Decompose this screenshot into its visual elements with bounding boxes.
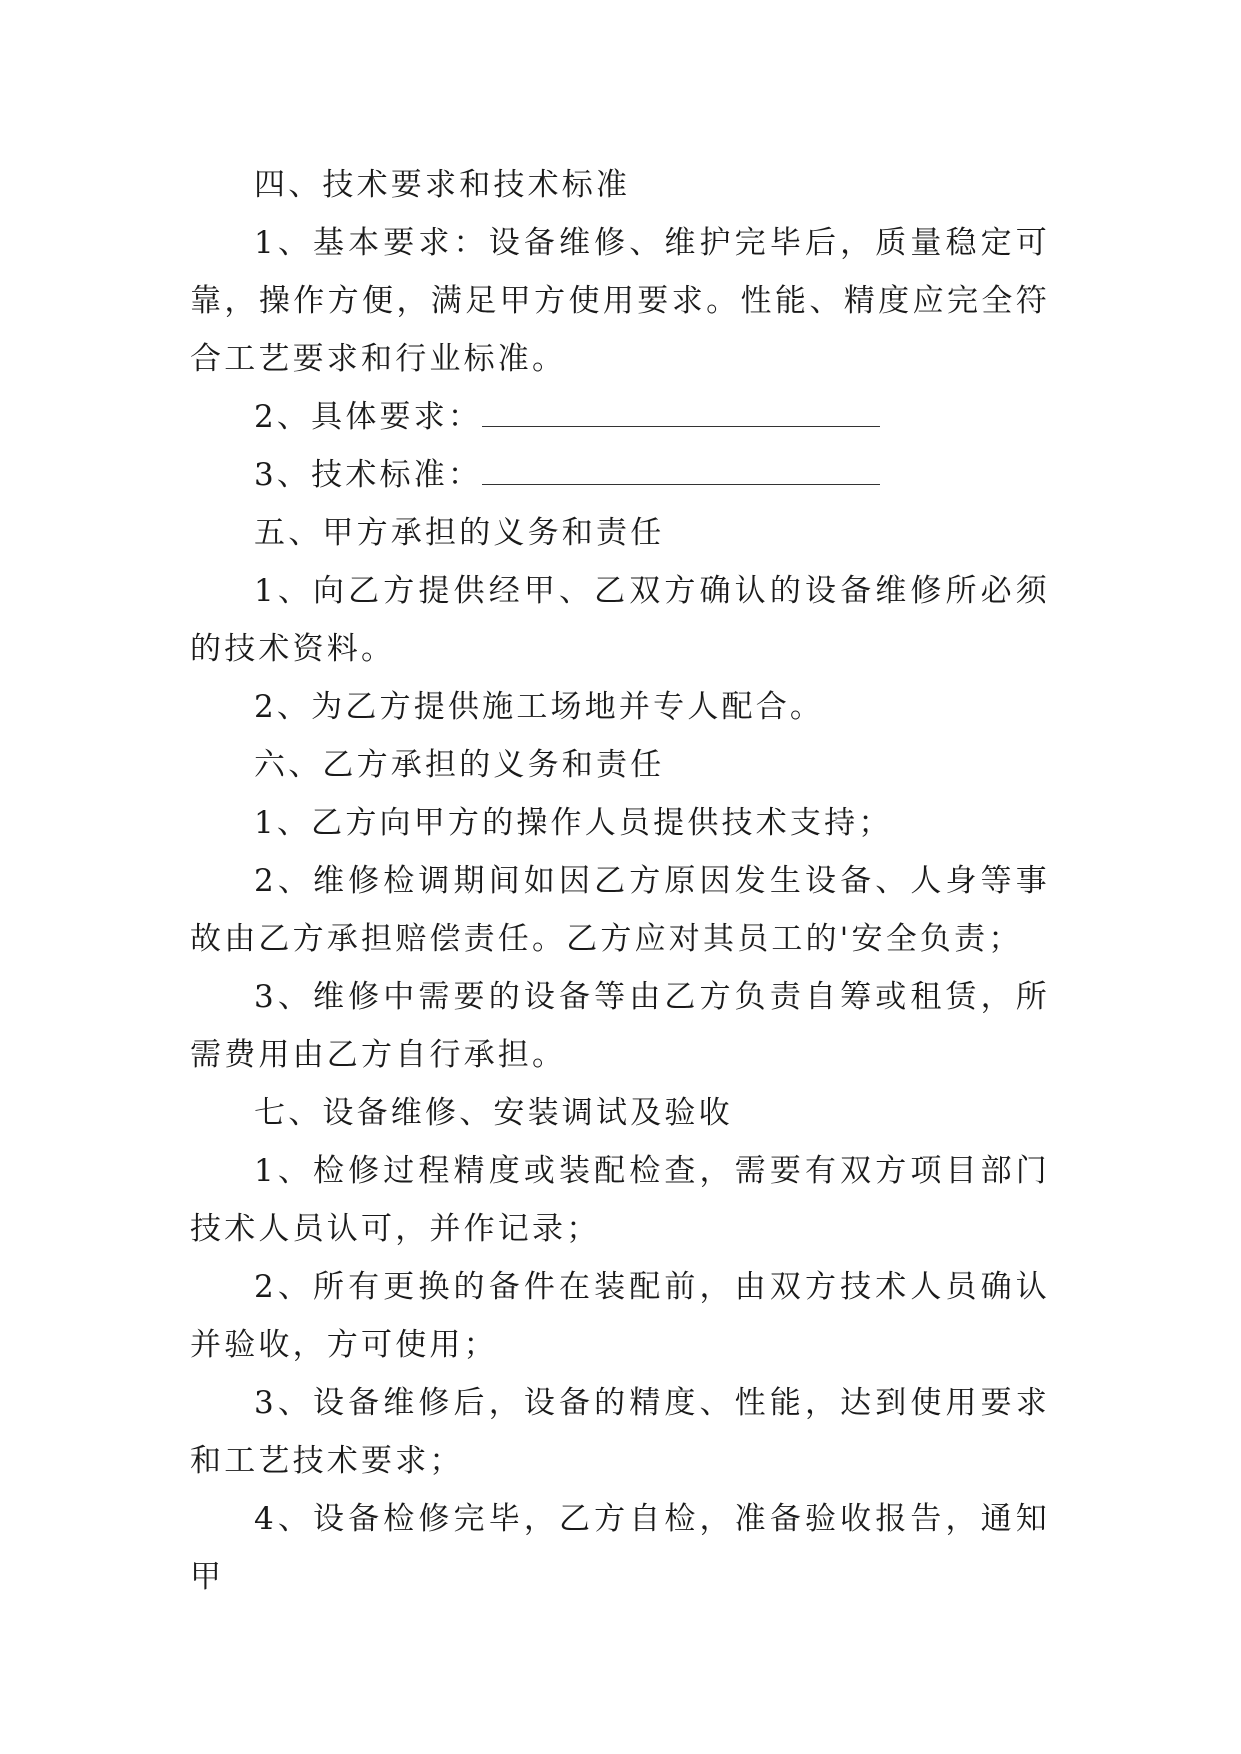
paragraph-specific-requirements: 2、具体要求： bbox=[190, 388, 1050, 446]
paragraph: 1、向乙方提供经甲、乙双方确认的设备维修所必须的技术资料。 bbox=[190, 573, 1050, 667]
section-heading-5: 五、甲方承担的义务和责任 bbox=[254, 515, 665, 551]
paragraph: 1、乙方向甲方的操作人员提供技术支持； bbox=[254, 805, 893, 841]
fill-in-blank-line bbox=[482, 452, 880, 485]
paragraph: 1、检修过程精度或装配检查，需要有双方项目部门技术人员认可，并作记录； bbox=[190, 1153, 1050, 1247]
paragraph: 2、维修检调期间如因乙方原因发生设备、人身等事故由乙方承担赔偿责任。乙方应对其员工的'安全负责； bbox=[190, 863, 1050, 957]
paragraph: 1、基本要求：设备维修、维护完毕后，质量稳定可靠，操作方便，满足甲方使用要求。性能、精度应完全符合工艺要求和行业标准。 bbox=[190, 225, 1050, 377]
section-heading-6: 六、乙方承担的义务和责任 bbox=[254, 747, 665, 783]
fill-in-blank-line bbox=[482, 394, 880, 427]
paragraph: 3、设备维修后，设备的精度、性能，达到使用要求和工艺技术要求； bbox=[190, 1385, 1050, 1479]
paragraph: 3、维修中需要的设备等由乙方负责自筹或租赁，所需费用由乙方自行承担。 bbox=[190, 979, 1050, 1073]
paragraph-technical-standards: 3、技术标准： bbox=[190, 446, 1050, 504]
paragraph: 2、为乙方提供施工场地并专人配合。 bbox=[254, 689, 825, 725]
paragraph: 4、设备检修完毕，乙方自检，准备验收报告，通知甲 bbox=[190, 1501, 1050, 1595]
section-heading-4: 四、技术要求和技术标准 bbox=[254, 167, 631, 203]
section-heading-7: 七、设备维修、安装调试及验收 bbox=[254, 1095, 733, 1131]
paragraph: 2、所有更换的备件在装配前，由双方技术人员确认并验收，方可使用； bbox=[190, 1269, 1050, 1363]
document-body bbox=[190, 156, 1050, 1606]
